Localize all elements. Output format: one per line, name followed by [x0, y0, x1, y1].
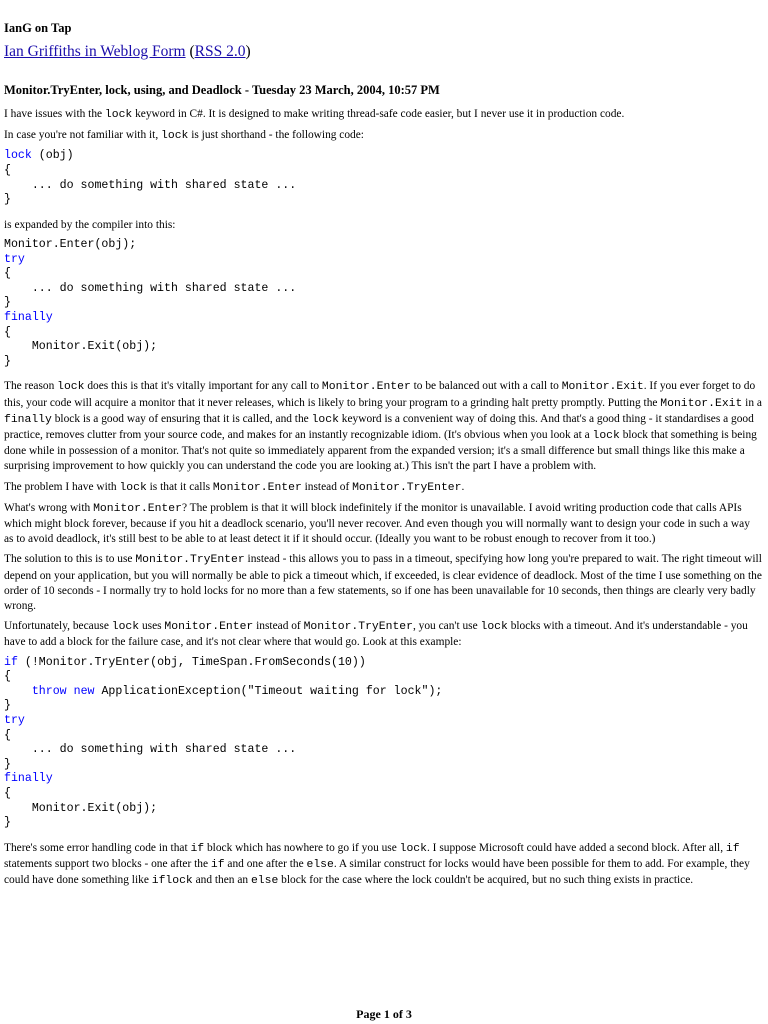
paragraph-1 [4, 107, 762, 123]
inline-code: lock [161, 130, 189, 143]
inline-code: lock [311, 413, 339, 426]
code-text: } [4, 193, 11, 207]
page-number: Page 1 of 3 [356, 1007, 412, 1021]
inline-code: Monitor.Exit [660, 397, 743, 410]
paragraph-8 [4, 619, 762, 650]
code-text: ... do something with shared state ... [4, 743, 297, 757]
inline-code: Monitor.Enter [212, 481, 302, 494]
text: What's wrong with [4, 501, 94, 514]
inline-code: lock [104, 109, 133, 121]
inline-code: lock [399, 842, 427, 855]
inline-code: Monitor.Enter [164, 621, 254, 634]
text: uses [139, 620, 165, 633]
text: , you can't use [412, 620, 481, 633]
inline-code: lock [592, 429, 620, 442]
text: ? The problem is that it will block indefinitely if the monitor is unavailable. I avoid writing production code that calls APIs which might block forever, because if you hit a deadlock scenario, you'll never recover. And even though you will normally want to design your code in such a way as to avoid deadlock, it's still best to be able to at least detect it if it should occur. (Ideally you want to be robust enough to recover from it too.) [4, 501, 750, 546]
paragraph-6 [4, 501, 762, 548]
code-text: } [4, 816, 11, 830]
text: statements support two blocks - one after the [4, 857, 211, 870]
paragraph-7 [4, 552, 762, 614]
text: is that it calls [146, 480, 213, 493]
text: . A similar construct for locks would have been possible for them to add. For example, they could have done something like [4, 857, 750, 887]
code-text: { [4, 670, 11, 684]
text: is just shorthand - the following code: [188, 129, 364, 142]
inline-code: lock [480, 621, 508, 634]
code-text: (!Monitor.TryEnter(obj, TimeSpan.FromSeconds(10)) [17, 655, 366, 669]
text: and then an [192, 874, 251, 887]
blog-home-link[interactable]: Ian Griffiths in Weblog Form [4, 43, 186, 60]
post-heading [4, 83, 440, 98]
code-keyword: new [73, 684, 95, 698]
code-text: } [4, 699, 11, 713]
inline-code: Monitor.TryEnter [352, 481, 462, 494]
inline-code: lock [111, 621, 140, 634]
code-text: ApplicationException("Timeout waiting for lock"); [94, 684, 443, 698]
text: The reason [4, 380, 58, 393]
code-text: } [4, 757, 11, 771]
text: There's some error handling code in that [4, 841, 191, 854]
code-block-expanded [4, 238, 762, 369]
code-keyword: try [4, 713, 25, 727]
code-text: ... do something with shared state ... [4, 178, 297, 192]
inline-code: if [190, 842, 205, 855]
inline-code: else [306, 858, 334, 871]
text: The problem I have with [4, 480, 120, 493]
text: does this is that it's vitally important for any call to [84, 380, 322, 393]
code-keyword: lock [4, 149, 32, 163]
paragraph-5 [4, 480, 762, 496]
inline-code: else [250, 875, 279, 888]
inline-code: Monitor.Exit [561, 381, 644, 394]
inline-code: Monitor.TryEnter [135, 554, 245, 567]
text: block for the case where the lock couldn't be acquired, but no such thing exists in practice. [278, 874, 694, 887]
paragraph-3: is expanded by the compiler into this: [4, 218, 176, 231]
text: . I suppose Microsoft could have added a second block. After all, [426, 841, 726, 854]
text: . [461, 480, 465, 493]
post-title: Monitor.TryEnter, lock, using, and Deadlock [4, 83, 242, 97]
rss-link[interactable]: RSS 2.0 [194, 43, 246, 60]
text: block that something is being done while in possession of a monitor. That's not quite so immediately apparent from the expanded version; it's a small difference but small things like this make a surprising improvement to how quickly you can understand the code you are looking at.) This isn't the part I have a problem with. [4, 428, 757, 473]
text: . If you ever forget to do this, your code will acquire a monitor that it never releases, which is likely to bring your program to a grinding halt pretty promptly. Putting the [4, 380, 756, 409]
code-text: (obj) [31, 149, 74, 163]
paragraph-2 [4, 128, 762, 144]
subtitle-open-paren: ( [185, 43, 195, 60]
blog-subtitle [4, 42, 251, 62]
text: keyword is a convenient way of doing this. And that's a good thing - it standardises a good practice, removes clutter from your source code, and makes for an instantly recognizable idiom. (It's obvious when you look at a [4, 412, 754, 441]
text: block which has nowhere to go if you use [204, 841, 400, 854]
inline-code: iflock [151, 875, 193, 888]
text: block is a good way of ensuring that it is called, and the [51, 412, 312, 425]
code-text: Monitor.Exit(obj); [4, 801, 158, 815]
text: keyword in C#. It is designed to make writing thread-safe code easier, but I never use it in production code. [132, 108, 625, 120]
code-text: Monitor.Exit(obj); [4, 340, 158, 354]
code-text: { [4, 267, 11, 281]
post-date: Tuesday 23 March, 2004, 10:57 PM [251, 83, 440, 97]
inline-code: Monitor.Enter [93, 502, 182, 515]
text: instead - this allows you to pass in a timeout, specifying how long you're prepared to wait. The right timeout will depend on your application, but you will normally be able to pick a timeout which, if exceeded, is clear evidence of deadlock. Most of the time I use something on the order of 10 seconds - I normally try to hold locks for no more than a few statements, so if one has been unavailable for 10 seconds, then things are clearly very badly wrong. [4, 553, 762, 612]
paragraph-4 [4, 379, 762, 474]
code-text: { [4, 728, 11, 742]
text: The solution to this is to use [4, 553, 136, 566]
text: Unfortunately, because [4, 620, 112, 633]
inline-code: if [210, 858, 225, 871]
code-text: { [4, 164, 11, 177]
subtitle-close-paren: ) [245, 43, 251, 60]
code-text: } [4, 296, 11, 310]
text: instead of [253, 620, 304, 633]
code-block-lock [4, 149, 762, 207]
inline-code: Monitor.Enter [321, 381, 411, 394]
code-text: ... do something with shared state ... [4, 281, 297, 295]
code-text: Monitor.Enter(obj); [4, 237, 137, 251]
inline-code: Monitor.TryEnter [303, 621, 413, 634]
inline-code: finally [4, 413, 52, 426]
code-indent [4, 685, 32, 698]
text: instead of [301, 480, 353, 493]
post-heading-separator: - [241, 83, 252, 97]
code-text: { [4, 325, 11, 339]
text: in a [742, 396, 762, 409]
code-text [67, 685, 74, 698]
text: blocks with a timeout. And it's understandable - you have to add a block for the failure case, and it's not clear where that would go. Look at this example: [4, 620, 748, 649]
code-keyword: finally [4, 310, 53, 324]
blog-title: IanG on Tap [4, 21, 72, 35]
text: and one after the [224, 857, 307, 870]
inline-code: if [725, 842, 740, 855]
code-text: } [4, 354, 11, 368]
text: I have issues with the [4, 108, 105, 120]
inline-code: lock [57, 381, 85, 394]
text: In case you're not familiar with it, [4, 129, 162, 142]
post-body [4, 107, 762, 894]
inline-code: lock [119, 481, 147, 494]
code-keyword: finally [4, 772, 53, 786]
paragraph-9 [4, 841, 762, 890]
text: to be balanced out with a call to [410, 380, 562, 393]
code-keyword: throw [31, 684, 67, 698]
code-block-tryenter [4, 656, 762, 831]
code-text: { [4, 786, 11, 800]
code-keyword: try [4, 252, 25, 266]
code-keyword: if [4, 655, 18, 669]
